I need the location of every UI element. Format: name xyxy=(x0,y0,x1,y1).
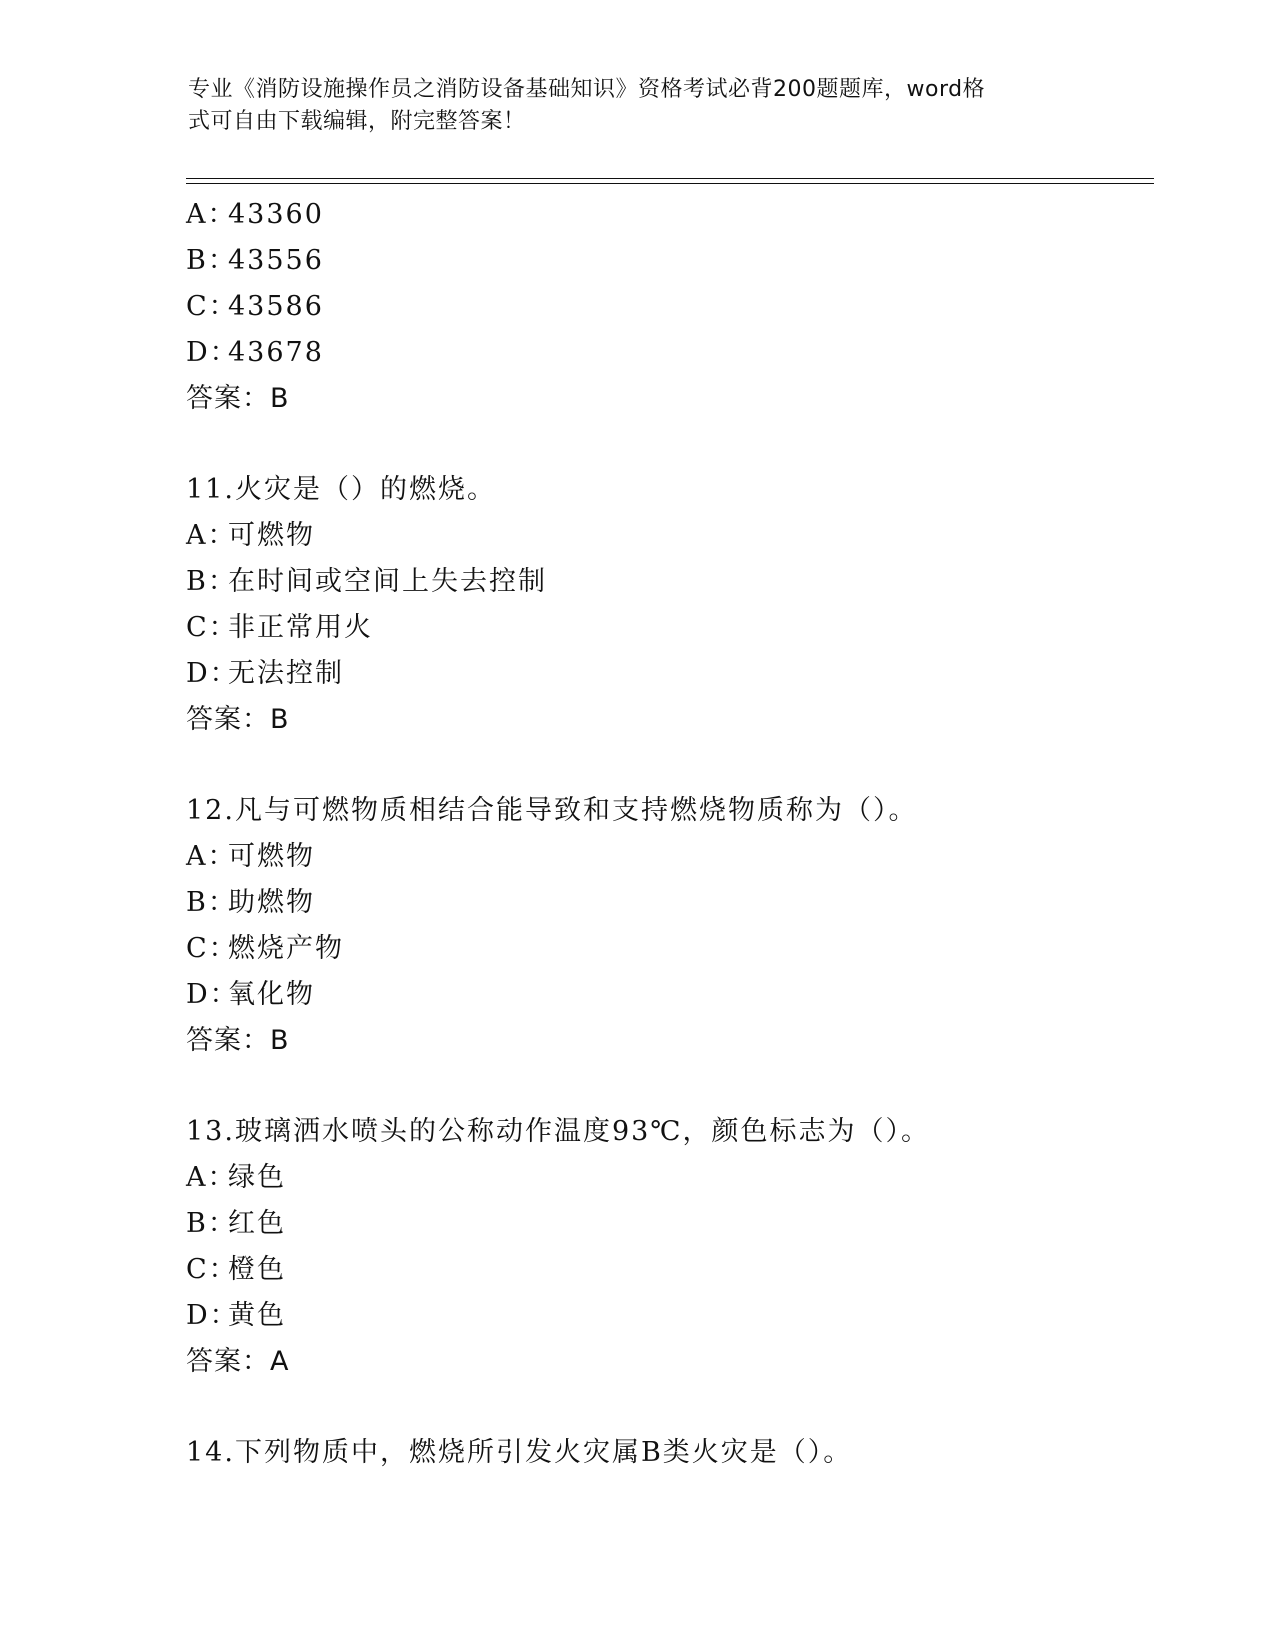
option-a xyxy=(186,834,1154,880)
option-d xyxy=(186,651,1154,697)
option-text: 非正常用火 xyxy=(228,612,373,643)
option-label: C： xyxy=(186,291,238,322)
answer-line: 答案：B xyxy=(186,1025,290,1056)
question-stem xyxy=(186,788,1154,834)
option-text: 氧化物 xyxy=(228,979,315,1010)
option-text: 红色 xyxy=(228,1208,286,1239)
option-a xyxy=(186,1155,1154,1201)
header-line-1: 专业《消防设施操作员之消防设备基础知识》资格考试必背200题题库，word格 xyxy=(188,77,986,102)
option-d xyxy=(186,972,1154,1018)
option-text: 无法控制 xyxy=(228,658,344,689)
option-text: 在时间或空间上失去控制 xyxy=(228,566,547,597)
answer-line: 答案：B xyxy=(186,704,290,735)
document-header xyxy=(188,74,1068,138)
option-b xyxy=(186,1201,1154,1247)
option-text: 可燃物 xyxy=(228,841,315,872)
header-line-2: 式可自由下载编辑，附完整答案！ xyxy=(188,109,526,134)
question-number: 13. xyxy=(186,1116,235,1147)
option-b xyxy=(186,880,1154,926)
option-label: B： xyxy=(186,1208,237,1239)
question-13 xyxy=(186,1109,1154,1385)
option-a xyxy=(186,513,1154,559)
option-a xyxy=(186,192,1154,238)
question-text: 凡与可燃物质相结合能导致和支持燃烧物质称为（）。 xyxy=(234,795,918,826)
option-text: 绿色 xyxy=(228,1162,286,1193)
spacer xyxy=(186,1064,1154,1109)
header-divider-bottom xyxy=(186,183,1154,184)
option-text: 助燃物 xyxy=(228,887,315,918)
option-text: 43586 xyxy=(228,291,324,322)
question-11 xyxy=(186,467,1154,743)
option-label: D： xyxy=(186,658,239,689)
question-list xyxy=(186,192,1154,1476)
option-label: C： xyxy=(186,612,238,643)
option-label: A： xyxy=(186,520,237,551)
spacer xyxy=(186,1385,1154,1430)
option-d xyxy=(186,1293,1154,1339)
option-label: D： xyxy=(186,337,239,368)
answer-line: 答案：A xyxy=(186,1346,290,1377)
option-label: D： xyxy=(186,1300,239,1331)
option-c xyxy=(186,1247,1154,1293)
option-text: 43678 xyxy=(228,337,324,368)
question-number: 12. xyxy=(186,795,235,826)
question-stem xyxy=(186,1430,1154,1476)
option-label: C： xyxy=(186,933,238,964)
option-label: B： xyxy=(186,245,237,276)
option-label: C： xyxy=(186,1254,238,1285)
option-b xyxy=(186,238,1154,284)
option-c xyxy=(186,605,1154,651)
option-c xyxy=(186,284,1154,330)
spacer xyxy=(186,743,1154,788)
question-number: 14. xyxy=(186,1437,235,1468)
option-text: 燃烧产物 xyxy=(228,933,344,964)
option-d xyxy=(186,330,1154,376)
option-text: 43556 xyxy=(228,245,324,276)
option-text: 43360 xyxy=(228,199,324,230)
question-stem xyxy=(186,467,1154,513)
option-label: B： xyxy=(186,887,237,918)
spacer xyxy=(186,422,1154,467)
question-10-continuation xyxy=(186,192,1154,422)
question-12 xyxy=(186,788,1154,1064)
option-label: D： xyxy=(186,979,239,1010)
question-text: 玻璃洒水喷头的公称动作温度93℃，颜色标志为（）。 xyxy=(234,1116,931,1147)
option-text: 黄色 xyxy=(228,1300,286,1331)
option-label: A： xyxy=(186,199,237,230)
option-text: 橙色 xyxy=(228,1254,286,1285)
answer-line: 答案：B xyxy=(186,383,290,414)
header-divider-top xyxy=(186,178,1154,179)
question-text: 下列物质中，燃烧所引发火灾属B类火灾是（）。 xyxy=(234,1437,853,1468)
option-label: A： xyxy=(186,841,237,872)
question-number: 11. xyxy=(186,474,235,505)
option-text: 可燃物 xyxy=(228,520,315,551)
question-stem xyxy=(186,1109,1154,1155)
option-c xyxy=(186,926,1154,972)
question-text: 火灾是（）的燃烧。 xyxy=(234,474,496,505)
option-label: A： xyxy=(186,1162,237,1193)
option-b xyxy=(186,559,1154,605)
question-14 xyxy=(186,1430,1154,1476)
option-label: B： xyxy=(186,566,237,597)
